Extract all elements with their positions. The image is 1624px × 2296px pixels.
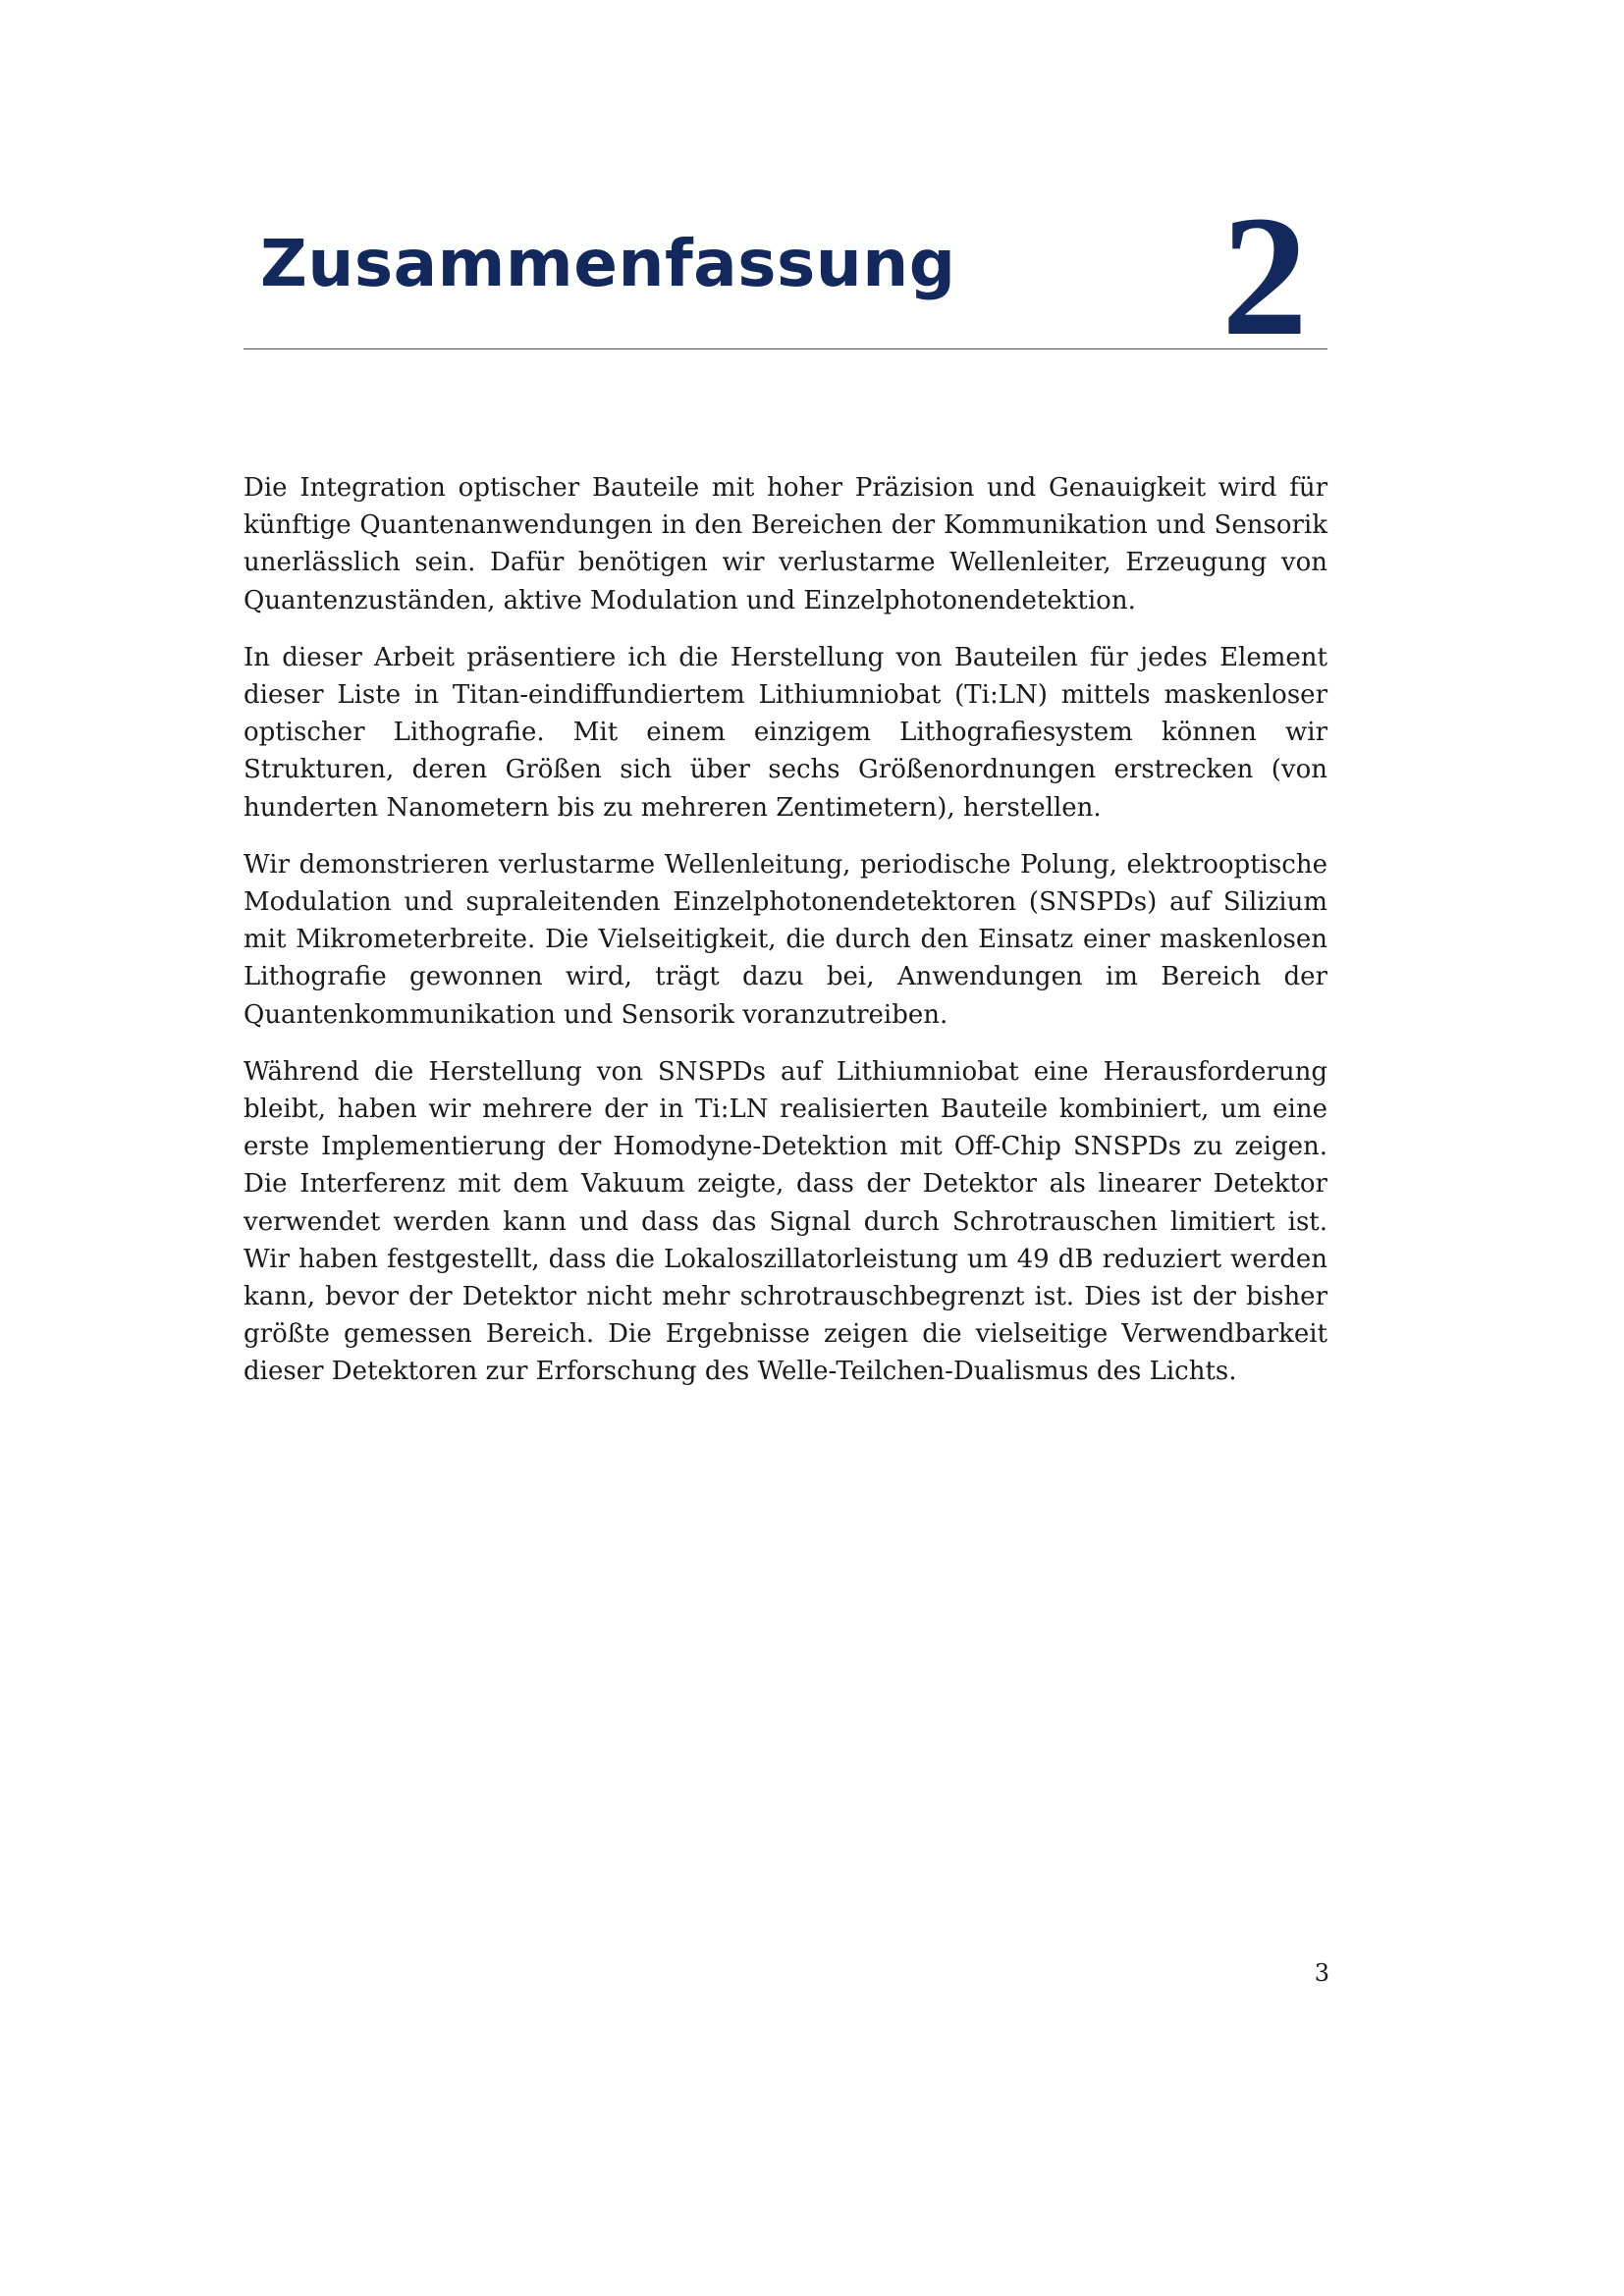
chapter-rule	[244, 348, 1327, 349]
paragraph: In dieser Arbeit präsentiere ich die Herstellung von Bauteilen für jedes Element dieser Liste in Titan-eindiffundiertem Lithiumniobat (Ti:LN) mittels maskenloser optischer Lithografie. Mit einem einzigem Lithografiesystem können wir Strukturen, deren Größen sich über sechs Größenordnungen erstrecken (von hunderten Nanometern bis zu mehreren Zentimetern), herstellen.	[244, 642, 1327, 823]
page-number: 3	[1314, 1959, 1329, 1987]
paragraph: Während die Herstellung von SNSPDs auf Lithiumniobat eine Herausforderung bleibt, haben wir mehrere der in Ti:LN realisierten Bauteile kombiniert, um eine erste Implementierung der Homodyne-Detektion mit Off-Chip SNSPDs zu zeigen. Die Interferenz mit dem Vakuum zeigte, dass der Detektor als linearer Detektor verwendet werden kann und dass das Signal durch Schrotrauschen limitiert ist. Wir haben festgestellt, dass die Lokaloszillatorleistung um 49 dB reduziert werden kann, bevor der Detektor nicht mehr schrotrauschbegrenzt ist. Dies ist der bisher größte gemessen Bereich. Die Ergebnisse zeigen die vielseitige Verwendbarkeit dieser Detektoren zur Erforschung des Welle-Teilchen-Dualismus des Lichts.	[244, 1056, 1327, 1387]
body-text	[244, 469, 1327, 1411]
paragraph: Die Integration optischer Bauteile mit hoher Präzision und Genauigkeit wird für künftige Quantenanwendungen in den Bereichen der Kommunikation und Sensorik unerlässlich sein. Dafür benötigen wir verlustarme Wellenleiter, Erzeugung von Quantenzuständen, aktive Modulation und Einzelphotonendetektion.	[244, 473, 1327, 615]
chapter-title: Zusammenfassung	[260, 226, 956, 301]
chapter-number: 2	[1221, 181, 1308, 372]
chapter-header	[244, 181, 1327, 372]
paragraph: Wir demonstrieren verlustarme Wellenleitung, periodische Polung, elektrooptische Modulation und supraleitenden Einzelphotonendetektoren (SNSPDs) auf Silizium mit Mikrometerbreite. Die Vielseitigkeit, die durch den Einsatz einer maskenlosen Lithografie gewonnen wird, trägt dazu bei, Anwendungen im Bereich der Quantenkommunikation und Sensorik voranzutreiben.	[244, 849, 1327, 1030]
